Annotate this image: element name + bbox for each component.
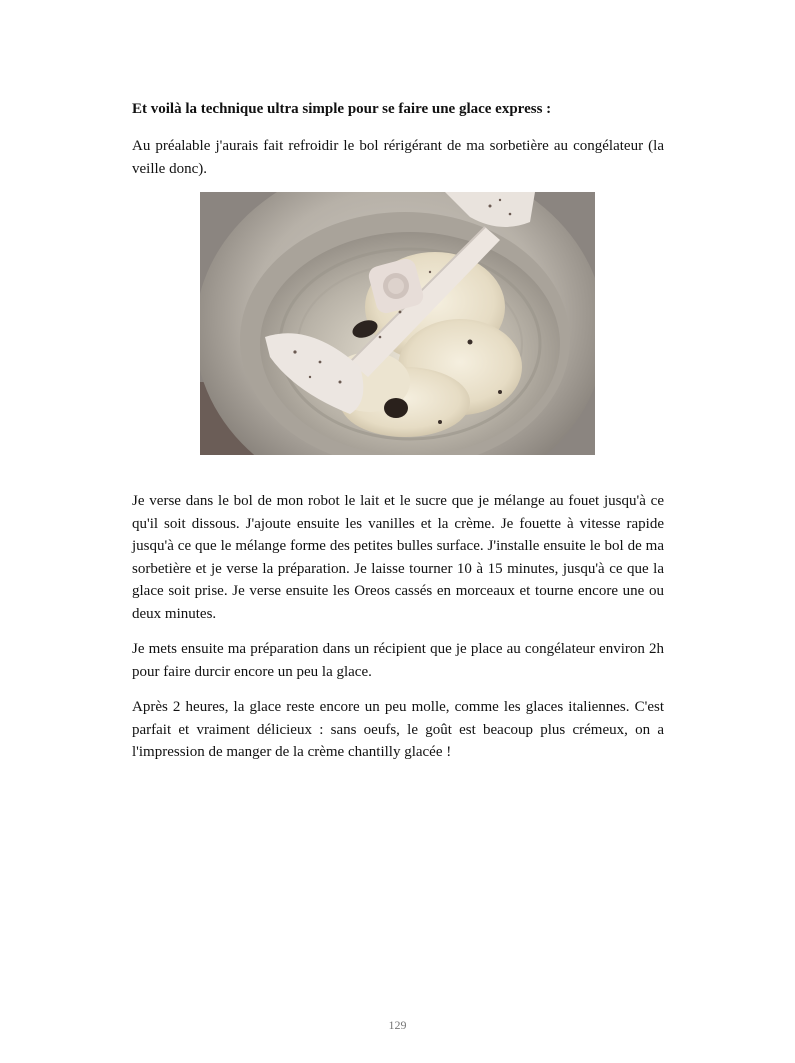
paragraph-preparation: Je verse dans le bol de mon robot le lait et le sucre que je mélange au fouet jusqu'à ce qu'il soit dissous. J'ajoute ensuite les vanilles et la crème. Je fouette à vitesse rapide jusqu'à ce que le mélange forme des petites bulles surface. J'installe ensuite le bol de ma sorbetière et je verse la préparation. Je laisse tourner 10 à 15 minutes, jusqu'à ce que la glace soit prise. Je verse ensuite les Oreos cassés en morceaux et tourne encore une ou deux minutes. <box>132 493 664 622</box>
page-number: 129 <box>388 1018 407 1032</box>
ice-cream-maker-photo <box>200 192 595 455</box>
paragraph-intro: Au préalable j'aurais fait refroidir le bol rérigérant de ma sorbetière au congélateur (la veille donc). <box>132 138 664 177</box>
paragraph-result: Après 2 heures, la glace reste encore un peu molle, comme les glaces italiennes. C'est parfait et vraiment délicieux : sans oeufs, le goût est beacoup plus crémeux, on a l'impression de manger de la crème chantilly glacée ! <box>132 699 664 760</box>
paragraph-freezing: Je mets ensuite ma préparation dans un récipient que je place au congélateur environ 2h pour faire durcir encore un peu la glace. <box>132 641 664 680</box>
section-heading: Et voilà la technique ultra simple pour se faire une glace express : <box>132 101 552 117</box>
